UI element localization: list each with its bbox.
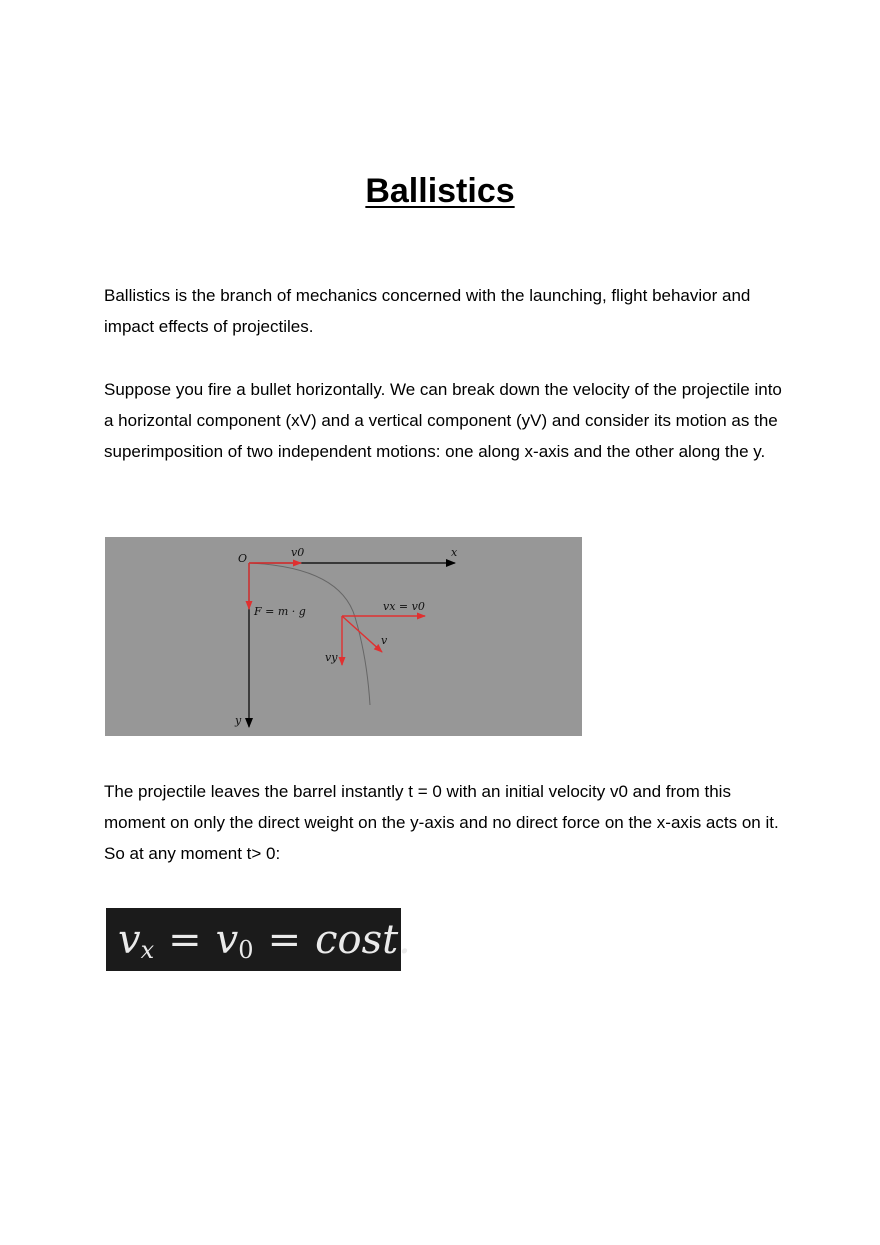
- paragraph-intro: Ballistics is the branch of mechanics concerned with the launching, flight behavior and impact effects of projectiles.: [104, 286, 751, 336]
- v0-label: v0: [291, 546, 305, 559]
- projectile-diagram: [105, 537, 582, 736]
- formula-equals-2: =: [267, 916, 302, 963]
- y-axis-label: y: [235, 714, 242, 727]
- vx-label: vx = v0: [383, 600, 425, 613]
- formula-x-subscript: x: [140, 935, 155, 964]
- origin-label: O: [238, 552, 248, 565]
- formula-image: [106, 908, 411, 971]
- formula-v: v: [118, 916, 141, 963]
- formula-v0-v: v: [215, 916, 239, 963]
- trajectory-curve: [249, 563, 370, 705]
- x-axis-label: x: [451, 546, 458, 559]
- v-label: v: [381, 634, 388, 647]
- page-title: Ballistics: [365, 172, 515, 210]
- paragraph-initial-conditions: The projectile leaves the barrel instantly t = 0 with an initial velocity v0 and from this moment on only the direct weight on the y-axis and no direct force on the x-axis acts on it. So at any moment t> 0:: [104, 782, 779, 863]
- paragraph-velocity-components: Suppose you fire a bullet horizontally. We can break down the velocity of the projectile into a horizontal component (xV) and a vertical component (yV) and consider its motion as the superimposition of two independent motions: one along x-axis and the other along the y.: [104, 380, 782, 461]
- formula-v0-subscript: 0: [238, 935, 254, 964]
- vy-label: vy: [325, 651, 338, 664]
- formula-equals-1: =: [168, 916, 202, 963]
- formula-rhs: cost.: [315, 916, 411, 963]
- projectile-diagram-svg: [105, 537, 582, 736]
- force-label: F = m · g: [254, 605, 306, 618]
